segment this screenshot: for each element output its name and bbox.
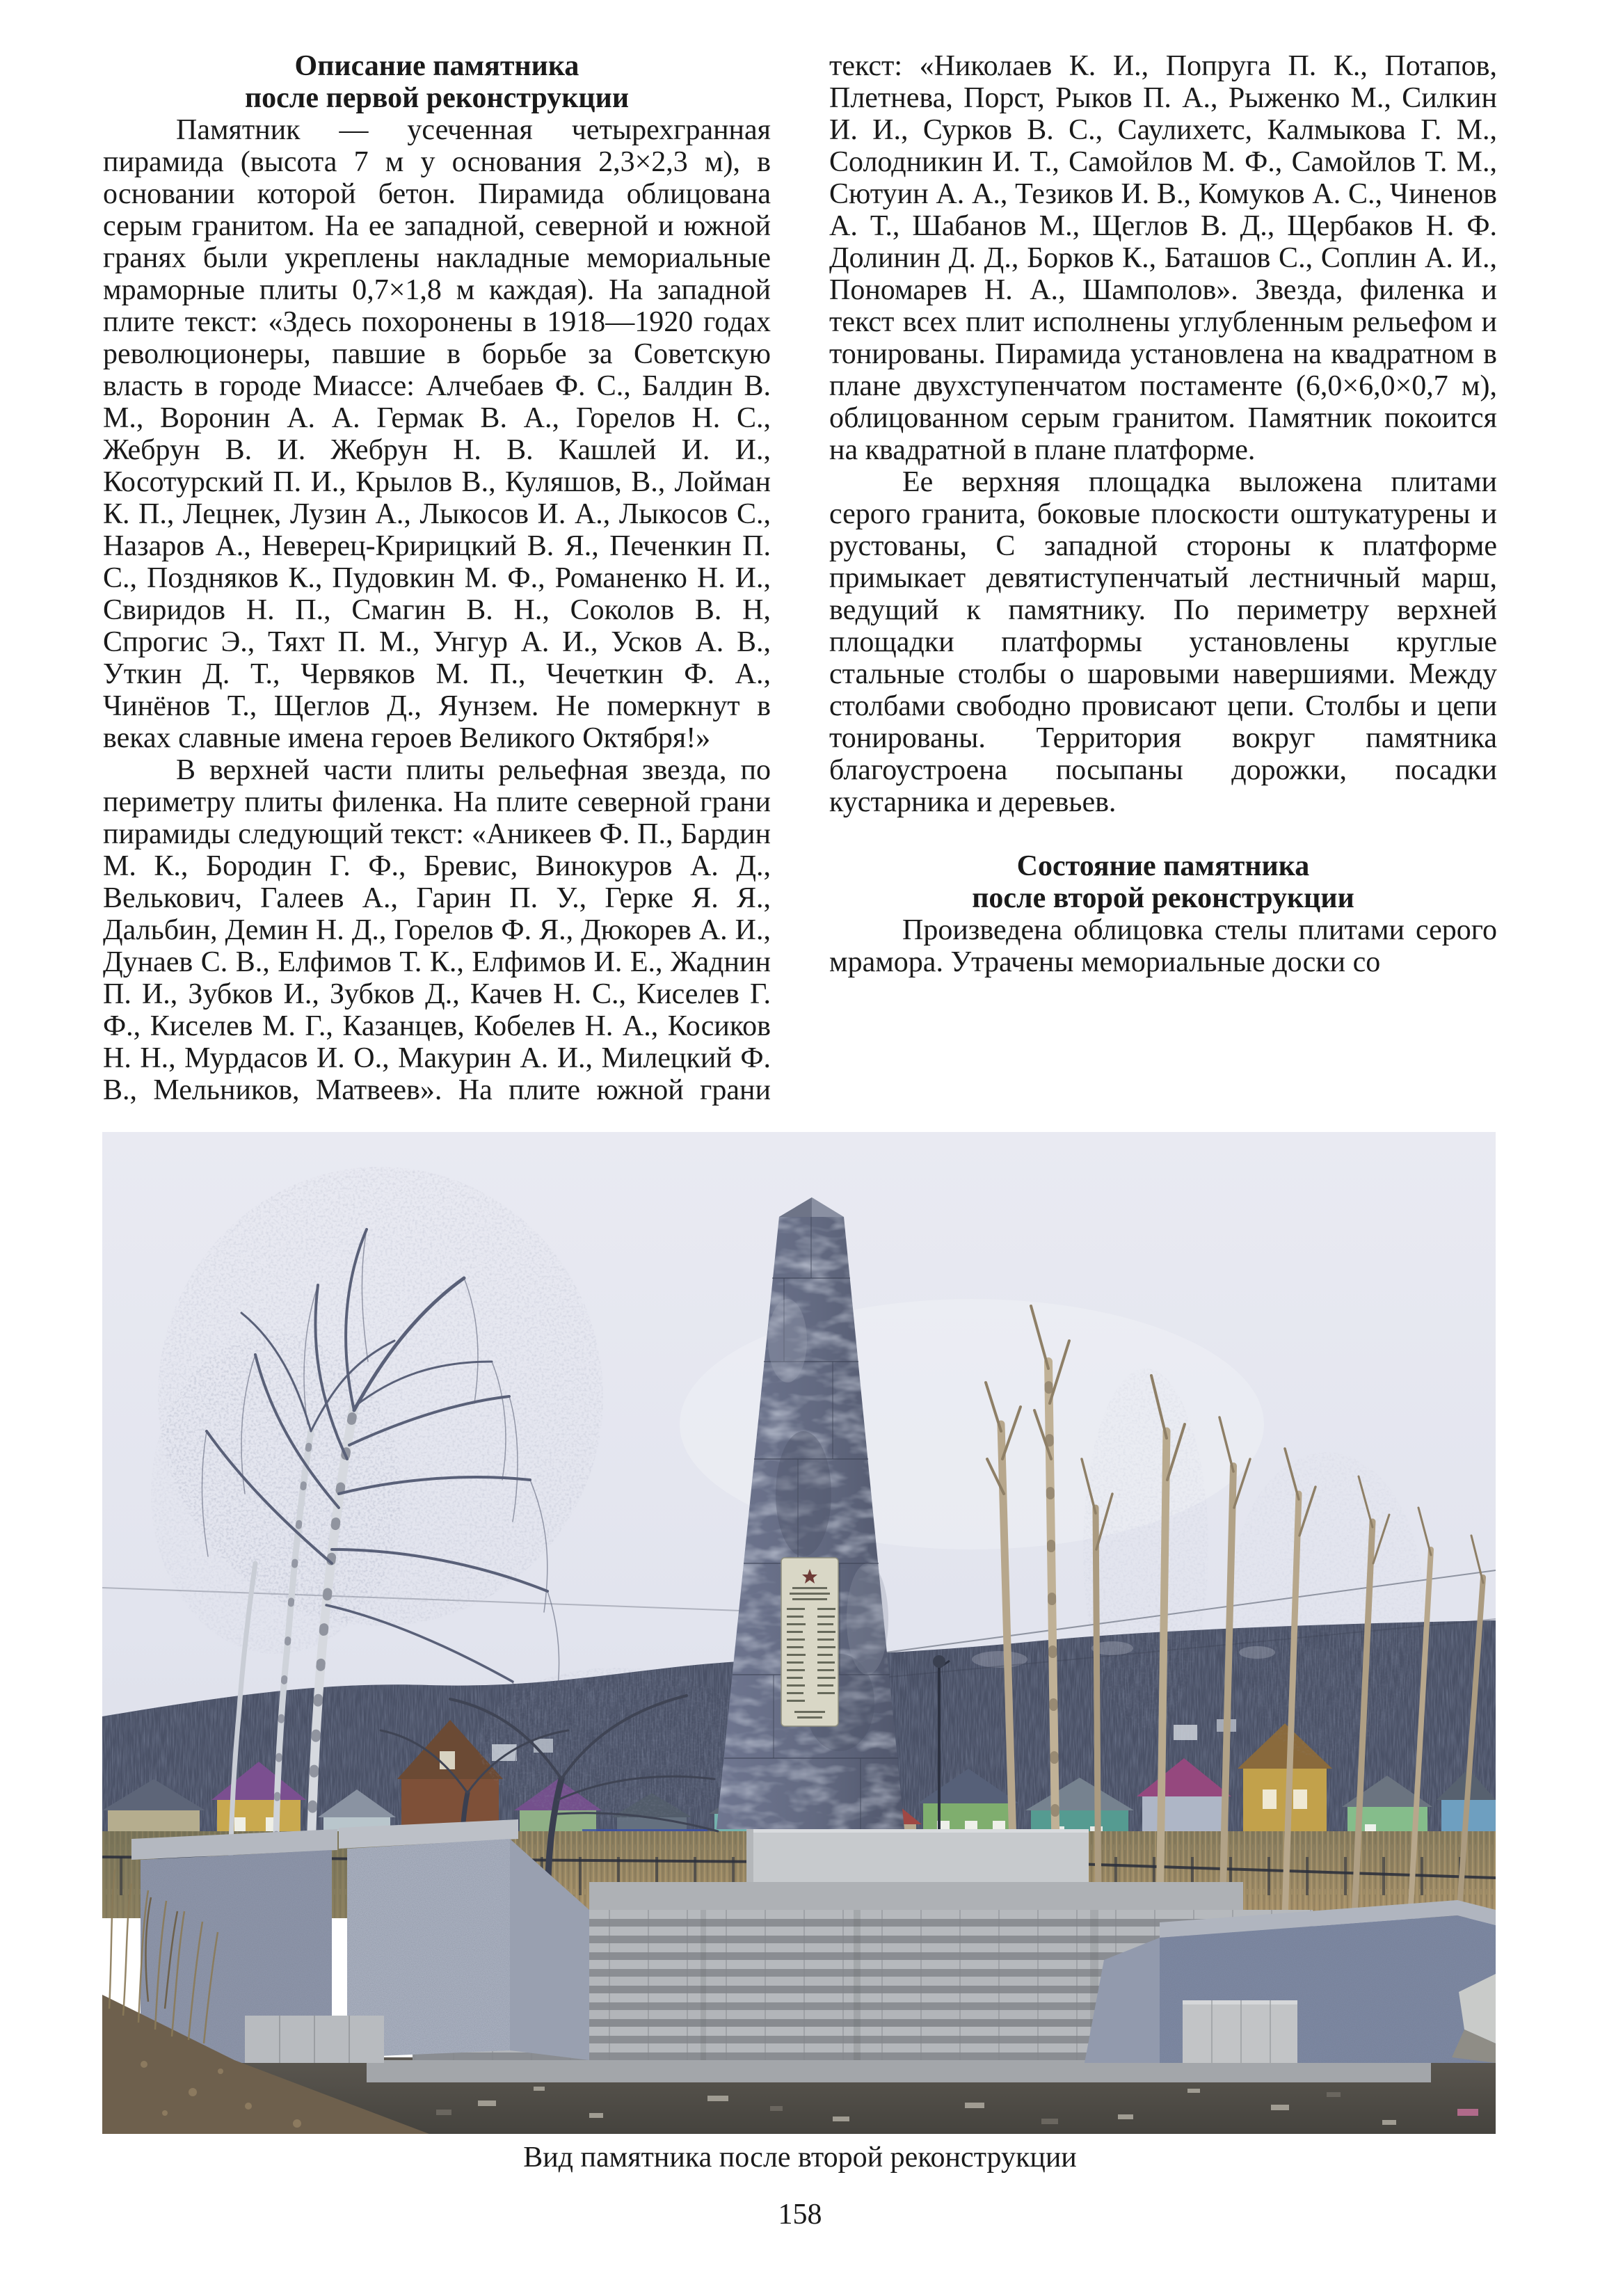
section2-heading [829,850,1497,914]
article-text [103,50,1497,1118]
memorial-plaque [781,1558,838,1726]
section2-heading-line1: Состояние памятника [1016,850,1310,882]
section2-heading-line2: после второй реконструкции [972,882,1354,914]
figure-caption: Вид памятника после второй реконструкции [523,2142,1077,2174]
page-number: 158 [778,2199,822,2231]
monument-photo [102,1132,1496,2134]
section1-heading [103,50,771,114]
monument-photo-canvas [102,1132,1496,2134]
section1-heading-line2: после первой реконструкции [244,82,630,114]
paragraph-1: Памятник — усеченная четырехгранная пирамида (высота 7 м у основания 2,3×2,3 м), в основании которой бетон. Пирамида облицована серым гранитом. На ее западной, северной и южной гранях были укреплены накладные мемориальные мраморные плиты 0,7×1,8 м каждая). На западной плите текст: «Здесь похоронены в 1918—1920 годах революционеры, павшие в борьбе за Советскую власть в городе Миассе: Алчебаев Ф. С., Балдин В. М., Воронин А. А. Гермак В. А., Горелов Н. С., Жебрун В. И. Жебрун Н. В. Кашлей И. И., Косотурский П. И., Крылов В., Куляшов, В., Лойман К. П., Лецнек, Лузин А., Лыкосов И. А., Лыкосов С., Назаров А., Неверец-Кририцкий В. Я., Печенкин П. С., Поздняков К., Пудовкин М. Ф., Романенко Н. И., Свиридов Н. П., Смагин В. Н., Соколов В. Н, Спрогис Э., Тяхт П. М., Унгур А. И., Усков А. В., Уткин Д. Т., Червяков М. П., Чечеткин Ф. А., Чинёнов Т., Щеглов Д., Яунзем. Не померкнут в веках славные имена героев Великого Октября!» [103,114,771,754]
section1-heading-line1: Описание памятника [294,50,579,82]
upper-landing [589,1882,1243,1910]
paragraph-4: Произведена облицовка стелы плитами серого мрамора. Утрачены мемориальные доски со [829,914,1497,978]
paragraph-2: В верхней части плиты рельефная звезда, по периметру плиты филенка. На плите северной грани пирамиды следующий текст: «Аникеев Ф. П., Бардин М. К., Бородин Г. Ф., Бревис, Винокуров А. Д., Велькович, Галеев А., Гарин П. У., Герке Я. Я., Дальбин, Демин Н. Д., Горелов Ф. Я., Дюкорев А. И., Дунаев С. В., Елфимов Т. К., Елфимов И. Е., Жаднин П. И., Зубков И., Зубков Д., Качев Н. С., Киселев Г. Ф., Киселев М. Г., Казанцев, Кобелев Н. А., Косиков Н. Н., Мурдасов И. О., Макурин А. И., Милецкий Ф. В., Мельников, Матвеев». На плите южной грани текст: «Николаев К. И., Попруга П. К., Потапов, Плетнева, Порст, Рыков П. А., Рыженко М., Силкин И. И., Сурков В. С., Саулихетс, Калмыкова Г. М., Солодникин И. Т., Самойлов М. Ф., Самойлов Т. М., Сютуин А. А., Тезиков И. В., Комуков А. С., Чиненов А. Т., Шабанов М., Щеглов В. Д., Щербаков Н. Ф. Долинин Д. Д., Борков К., Баташов С., Соплин А. И., Пономарев Н. А., Шамполов». Звезда, филенка и текст всех плит исполнены углубленным рельефом и тонированы. Пирамида установлена на квадратном в плане двухступенчатом постаменте (6,0×6,0×0,7 м), облицованном серым гранитом. Памятник покоится на квадратной в плане платформе. [103,50,1497,1106]
paragraph-3: Ее верхняя площадка выложена плитами серого гранита, боковые плоскости оштукатурены и рустованы, С западной стороны к платформе примыкает девятиступенчатый лестничный марш, ведущий к памятнику. По периметру верхней площадки платформы установлены круглые стальные столбы о шаровыми навершиями. Между столбами свободно провисают цепи. Столбы и цепи тонированы. Территория вокруг памятника благоустроена посыпаны дорожки, посадки кустарника и деревьев. [829,466,1497,818]
pedestal [746,1829,1089,1882]
